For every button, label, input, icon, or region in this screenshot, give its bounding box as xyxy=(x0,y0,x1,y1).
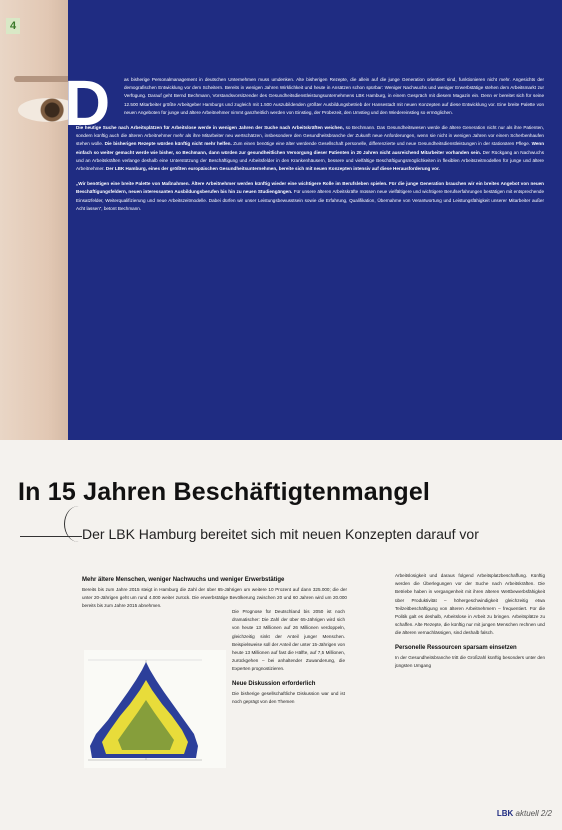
intro-quote-text: Für unsere älteren Arbeitskräfte müssen neue vielfältigere und wichtigere Berufserfahrungen bestätigen mit entsprechende Einsatzfelder, Weiterqualifizierung und neue Arbeitszeitmodelle. Dabei dürfen wir unser Leistungsbewusstsein sowie die Erfahrung, Qualifikation, Übernahme von Verantwortung und Leistungsfähigkeit unserer Mitarbeiter außer Acht lassen“, betont Bechmann. xyxy=(76,189,545,211)
intro-text-4: Der Rückgang an Nachwuchs und an Arbeitskräften verlange deshalb eine Unterstützung der Beschäftigung und Arbeitsfelder in den Krankenhäusern, bessere und vielfältige Beschäftigungsmöglichkeiten in flexiblen Arbeitszeitmodellen für junge und ältere Arbeitnehmer. xyxy=(76,149,544,172)
article-headline: In 15 Jahren Beschäftigtenmangel xyxy=(18,478,431,506)
intro-bold-3: Wenn einfach so weiter gemacht werde wie bisher, so Bechmann, dann würden zur gesundheitlichen Versorgung dieser Patienten in 20 Jahren nicht ausreichend Mitarbeiter vorhanden sein. xyxy=(76,141,544,155)
right-text: Arbeitslosigkeit und daraus folgend Arbeitsplatzbeschaffung. Künftig werden die Überlegungen vor der Suche nach Arbeitskräften. Die Betriebe haben in vergangenheit mit ihren älteren Wettbewerbsfähigkeit über Produktivität – höhergeschwindigkeit gleichzeitig etwa Teilzeitbeschäftigung von älteren Arbeitnehmern – frequentiert. Für die Politik galt es deshalb, Arbeitslose in Arbeit zu bringen. Arbeitsplätze zu schaffen. Alte Rezepte, die künftig nur mit jungen Menschen rechnen und die älteren vernachlässigen, sind deshalb falsch. xyxy=(395,573,545,636)
subhead-decoration-line xyxy=(20,536,82,537)
section-text-2: Die bisherige gesellschaftliche Diskussion war und ist noch geprägt von den Themen xyxy=(232,690,345,704)
section-heading-3: Personelle Ressourcen sparsam einsetzen xyxy=(395,644,517,651)
age-pyramid-chart xyxy=(84,650,226,768)
intro-paragraph-2 xyxy=(76,124,544,173)
intro-paragraph: as bisherige Personalmanagement in deutschen Unternehmen muss umdenken. Alte bisherigen Rezepte, die allein auf die junge Generation orientiert sind, funktionieren nicht mehr. Angesichts der demografischen Entwicklung vor dem Scheitern. Bereits in wenigen Jahren Wirklichkeit und heute in Ansätzen schon spürbar: Weniger Nachwuchs und weniger Erwerbstätige stehen dem Arbeitsmarkt zur Verfügung. Darauf geht Bernd Bechmann, Vorstandsvorsitzender des Gesundheitsdienstleistungsunternehmens LBK Hamburg, in einem Gespräch mit diesem Magazin ein. Denn er bereitet sich für seine 12.500 Mitarbeiter größte Arbeitgeber Hamburgs und zugleich mit 1.500 Auszubildenden größter Ausbildungsbetrieb der Hansestadt mit neuen Konzepten auf diese Entwicklung vor. Eine breite Palette von neuen Angeboten für junge und ältere Arbeitnehmer nimmt ganzheitlich werden von Einstieg, der Probezeit, den Umstieg und den Wiedereinstieg so ermöglichen. xyxy=(124,77,544,115)
page-number: 4 xyxy=(6,18,20,34)
article-column-right xyxy=(395,572,545,676)
intro-quote-bold: „Wir benötigen eine breite Palette von Maßnahmen. Ältere Arbeitnehmer werden künftig wieder eine wichtigere Rolle im Berufsleben spielen. Für die junge Generation brauchen wir ein breites Angebot von neuen Beschäftigungsfeldern, neuen interessanten Ausbildungsberufen bis hin zu neuen Studiengängen. xyxy=(76,181,544,195)
section-text-1b: Die Prognose für Deutschland bis 2050 ist noch dramatischer: Die Zahl der über 65-Jährigen wird sich von heute 13 Millionen auf 26 Millionen verdoppeln, gleichzeitig sinkt der Anteil junger Menschen. Beispielsweise soll der Anteil der unter 15-Jährigen von heute 13 Millionen auf fast die Hälfte, auf 7,5 Millionen, zurückgehen – bei anhaltender Zuwanderung, die Experten prognostizieren. xyxy=(232,609,345,672)
drop-cap: D xyxy=(64,67,111,139)
intro-quote xyxy=(76,180,544,213)
footer-suffix: aktuell 2/2 xyxy=(515,809,552,818)
intro-bold-1: Die heutige Suche nach Arbeitsplätzen für Arbeitslose werde in wenigen Jahren der Suche nach Arbeitskräften weichen, xyxy=(76,125,344,131)
article-subhead: Der LBK Hamburg bereitet sich mit neuen Konzepten darauf vor xyxy=(82,526,479,542)
article-column-middle xyxy=(232,608,345,712)
intro-bold-2: Die bisherigen Rezepte würden künftig nicht mehr helfen. xyxy=(104,141,232,147)
intro-text-3: Zum einen benötige eine älter werdende Gesellschaft personelle, differenzierte und neue Gesundheitsdienstleistungen in der stationären Pflege. xyxy=(233,141,531,147)
age-pyramid-svg xyxy=(84,650,226,768)
section-text-1: Bereits bis zum Jahre 2015 steigt in Hamburg die Zahl der über 65-Jährigen um weitere 10 Prozent auf dann 325.000; die der unter 20-Jährigen geht um rund 4.000 weiter zurück. Die erwerbstätige Bevölkerung zwischen 20 und 60 Jahren wird um 20.000 bereits bis zum Jahre 2015 abnehmen. xyxy=(82,587,347,609)
section-heading-2: Neue Diskussion erforderlich xyxy=(232,680,316,687)
intro-text-2: so Bechmann. Das Gesundheitswesen werde die ältere Generation nicht nur als ihre Patienten, sondern künftig auch die älteren Arbeitnehmer mehr als ihre Mitarbeiter neu wertschätzen, insbesondere den Gesundheitsbranche der Zukunft neue Anforderungen, wenn sie nicht in wenigen Jahren vor einem Scherbenhaufen stehen wolle. xyxy=(76,125,545,147)
footer-brand xyxy=(497,809,552,818)
intro-panel xyxy=(68,0,562,440)
section-text-3: In der Gesundheitsbranche tritt die Großzahl künftig besonders unter den jüngsten Umgang xyxy=(395,654,545,668)
intro-bold-4: Der LBK Hamburg, eines der größten europäischen Gesundheitsunternehmen, bereite sich mit neuen Konzepten intensiv auf diese Herausforderung vor. xyxy=(105,166,440,172)
section-heading-1: Mehr ältere Menschen, weniger Nachwuchs und weniger Erwerbstätige xyxy=(82,577,285,583)
footer-brand-name: LBK xyxy=(496,809,514,818)
